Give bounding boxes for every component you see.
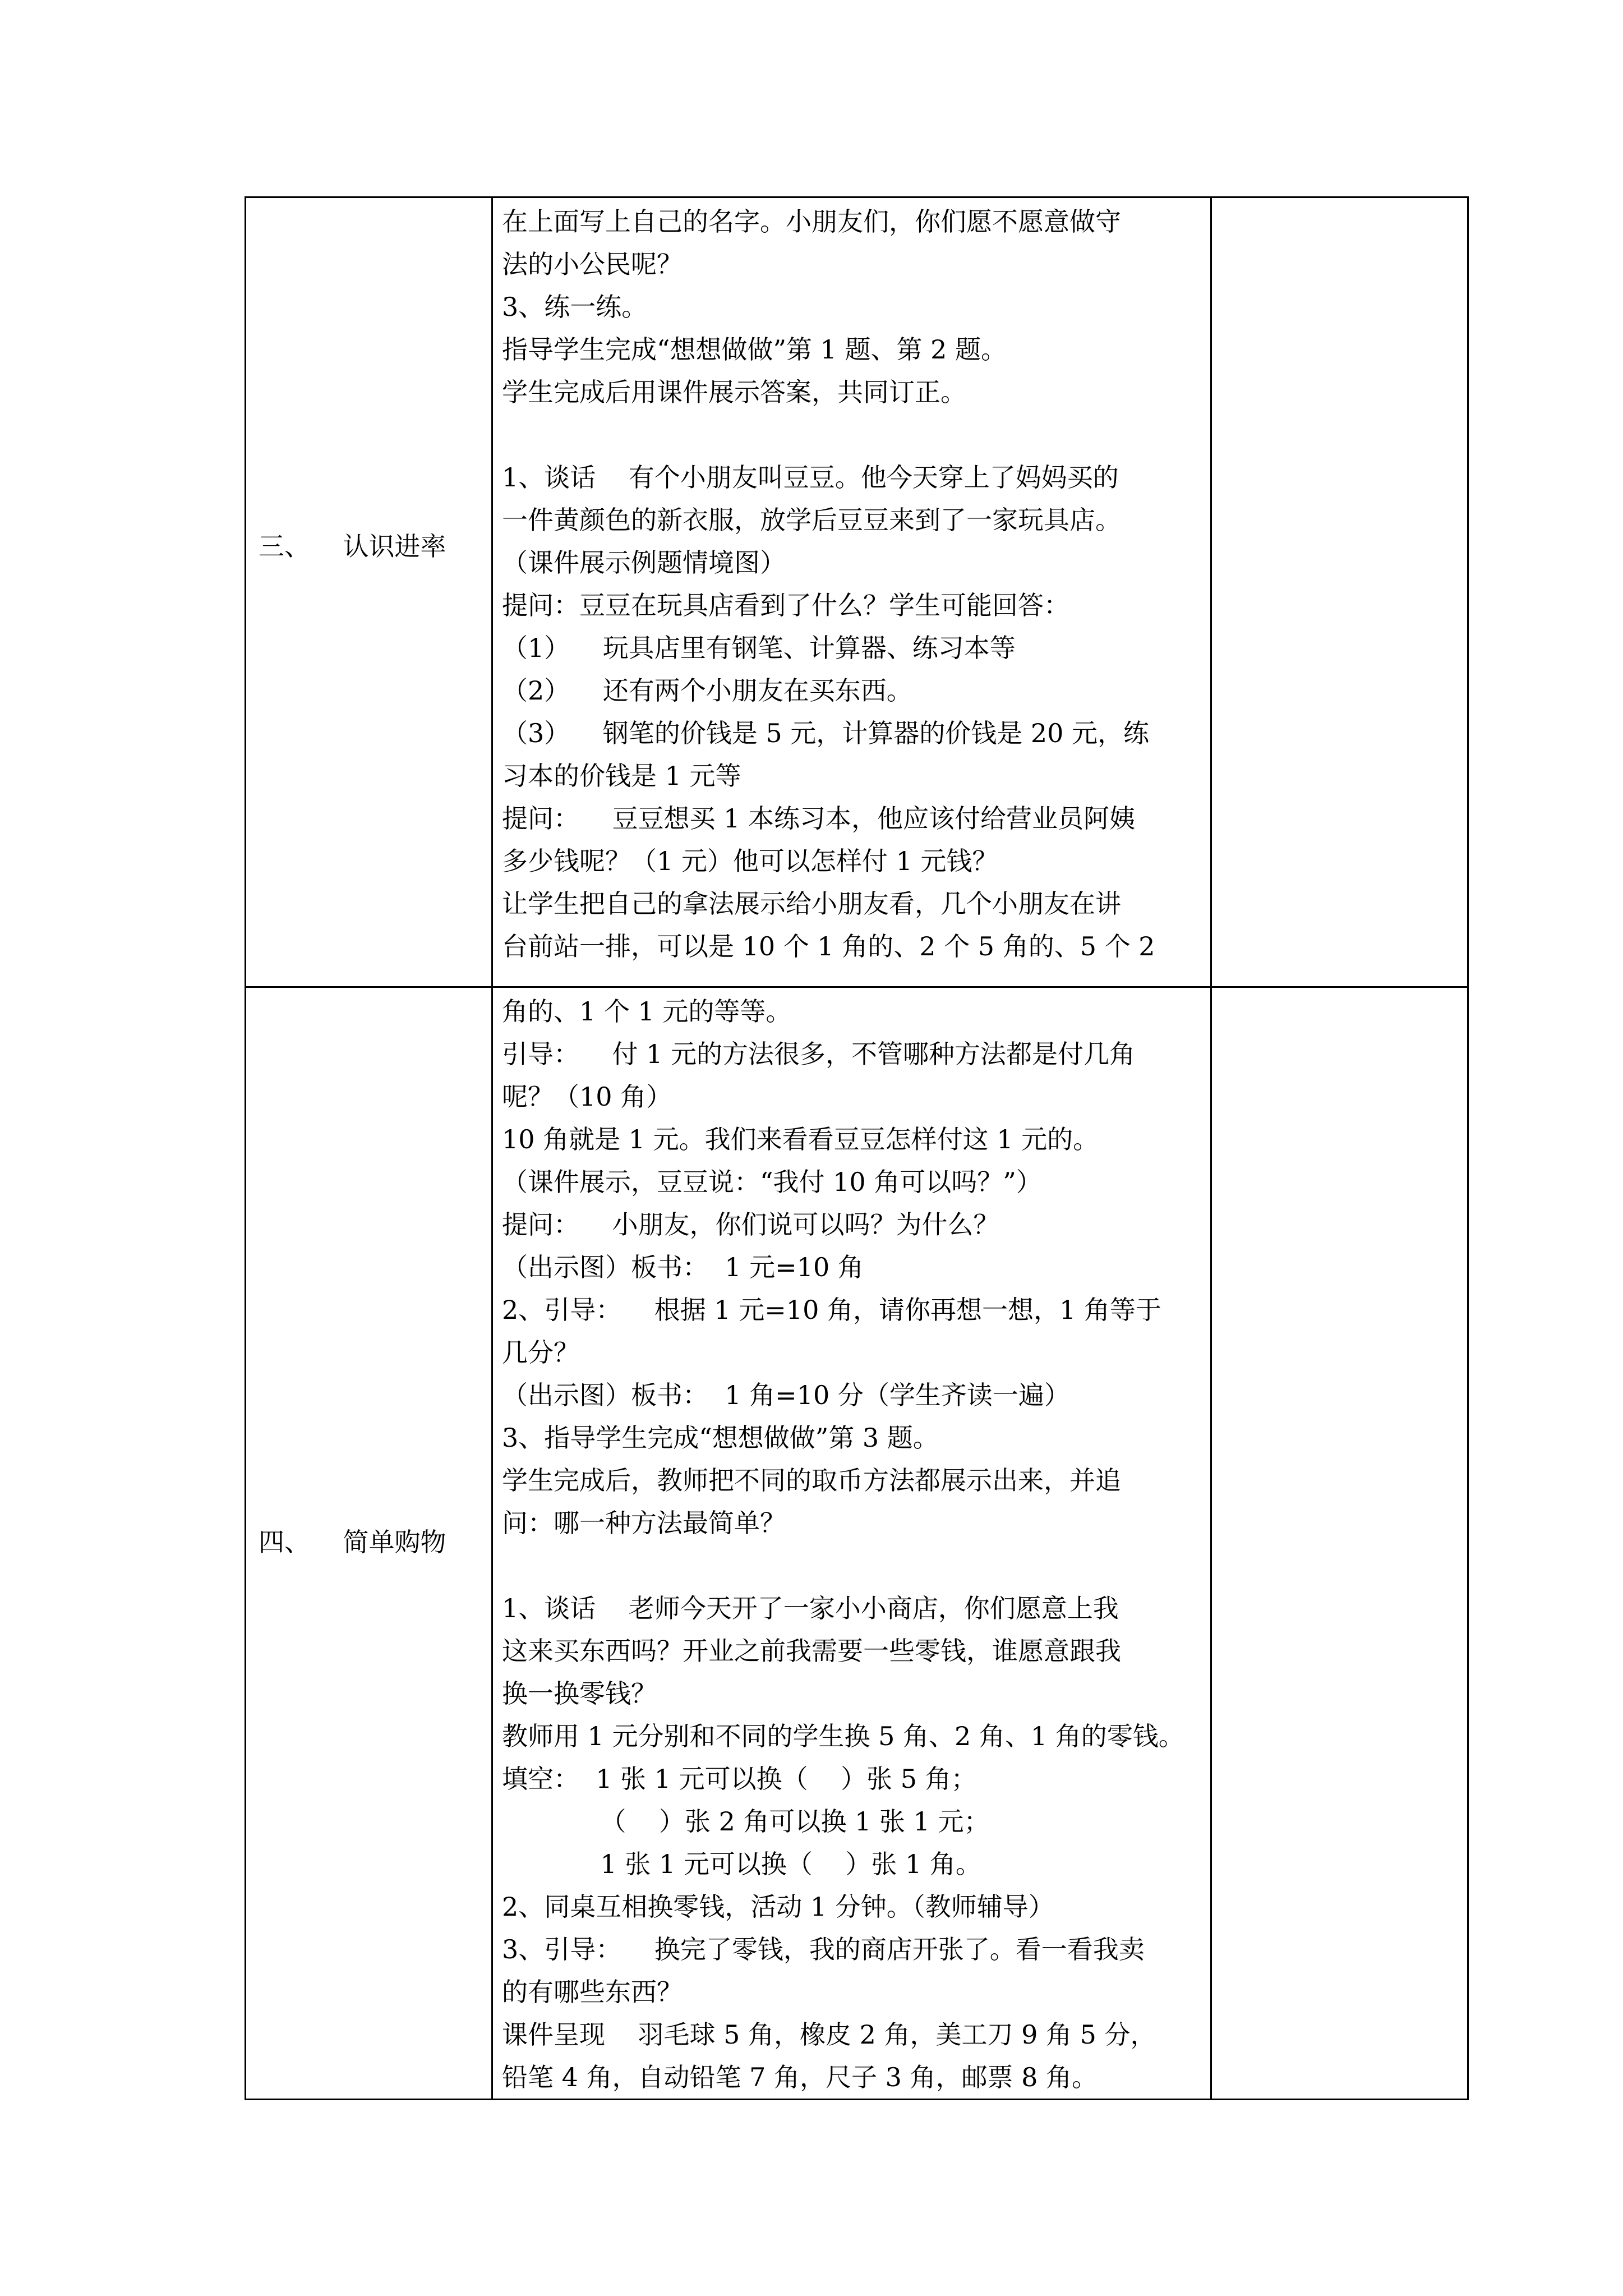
text-line: 多少钱呢？（1 元）他可以怎样付 1 元钱？ (502, 846, 998, 876)
text-line: 几分？ (502, 1337, 579, 1368)
spacer (502, 1544, 1200, 1587)
text-line: 1、谈话 老师今天开了一家小小商店，你们愿意上我 (502, 1593, 1119, 1623)
text-line: 学生完成后，教师把不同的取币方法都展示出来，并追 (502, 1465, 1121, 1496)
text-line: 法的小公民呢？ (502, 249, 683, 279)
text-line: 换一换零钱？ (502, 1678, 657, 1709)
text-line: 1、谈话 有个小朋友叫豆豆。他今天穿上了妈妈买的 (502, 462, 1119, 493)
text-line: 铅笔 4 角，自动铅笔 7 角，尺子 3 角，邮票 8 角。 (502, 2062, 1098, 2092)
text-line: （2） 还有两个小朋友在买东西。 (502, 675, 912, 706)
text-line: 3、指导学生完成“想想做做”第 3 题。 (502, 1423, 939, 1453)
text-line: 一件黄颜色的新衣服，放学后豆豆来到了一家玩具店。 (502, 505, 1121, 535)
table-row (246, 197, 1468, 987)
text-line: 这来买东西吗？开业之前我需要一些零钱，谁愿意跟我 (502, 1636, 1121, 1666)
notes-cell (1211, 197, 1468, 987)
text-line: 2、引导： 根据 1 元=10 角，请你再想一想，1 角等于 (502, 1295, 1161, 1325)
table-row (246, 987, 1468, 2100)
stage-label: 三、 认识进率 (259, 531, 446, 562)
text-line: 呢？（10 角） (502, 1082, 672, 1112)
text-line: 问：哪一种方法最简单？ (502, 1508, 786, 1538)
stage-label: 四、 简单购物 (259, 1527, 446, 1557)
text-line: 角的、1 个 1 元的等等。 (502, 996, 792, 1027)
text-line: 指导学生完成“想想做做”第 1 题、第 2 题。 (502, 334, 1007, 365)
text-line: 习本的价钱是 1 元等 (502, 761, 741, 791)
text-line: 课件呈现 羽毛球 5 角，橡皮 2 角，美工刀 9 角 5 分， (502, 2019, 1156, 2050)
text-line: 2、同桌互相换零钱，活动 1 分钟。（教师辅导） (502, 1892, 1054, 1922)
text-line: 提问： 豆豆想买 1 本练习本，他应该付给营业员阿姨 (502, 803, 1135, 834)
text-line: （课件展示例题情境图） (502, 547, 786, 578)
stage-cell (246, 197, 492, 987)
text-line: 让学生把自己的拿法展示给小朋友看，几个小朋友在讲 (502, 889, 1121, 919)
text-line: 1 张 1 元可以换（ ）张 1 角。 (502, 1849, 981, 1879)
text-line: 提问： 小朋友，你们说可以吗？为什么？ (502, 1209, 999, 1240)
text-line: 10 角就是 1 元。我们来看看豆豆怎样付这 1 元的。 (502, 1124, 1099, 1154)
spacer (502, 413, 1200, 456)
notes-cell (1211, 987, 1468, 2100)
text-line: 提问：豆豆在玩具店看到了什么？学生可能回答： (502, 590, 1069, 620)
text-line: 3、练一练。 (502, 292, 648, 322)
text-line: 台前站一排，可以是 10 个 1 角的、2 个 5 角的、5 个 2 (502, 931, 1155, 961)
text-line: （课件展示，豆豆说：“我付 10 角可以吗？”） (502, 1167, 1042, 1197)
stage-cell (246, 987, 492, 2100)
text-line: 的有哪些东西？ (502, 1977, 683, 2007)
text-line: （出示图）板书： 1 角=10 分（学生齐读一遍） (502, 1380, 1070, 1410)
text-line: （1） 玩具店里有钢笔、计算器、练习本等 (502, 633, 1016, 663)
text-line: （出示图）板书： 1 元=10 角 (502, 1252, 864, 1282)
content-cell (492, 987, 1211, 2100)
text-line: 引导： 付 1 元的方法很多，不管哪种方法都是付几角 (502, 1039, 1135, 1069)
text-line: 学生完成后用课件展示答案，共同订正。 (502, 377, 966, 407)
text-line: 在上面写上自己的名字。小朋友们，你们愿不愿意做守 (502, 206, 1121, 237)
text-line: 填空： 1 张 1 元可以换（ ）张 5 角； (502, 1764, 977, 1794)
text-line: 教师用 1 元分别和不同的学生换 5 角、2 角、1 角的零钱。 (502, 1721, 1184, 1751)
text-line: （3） 钢笔的价钱是 5 元，计算器的价钱是 20 元，练 (502, 718, 1150, 748)
lesson-plan-table (245, 196, 1469, 2100)
text-line: 3、引导： 换完了零钱，我的商店开张了。看一看我卖 (502, 1934, 1145, 1964)
content-cell (492, 197, 1211, 987)
text-line: （ ）张 2 角可以换 1 张 1 元； (502, 1806, 990, 1837)
